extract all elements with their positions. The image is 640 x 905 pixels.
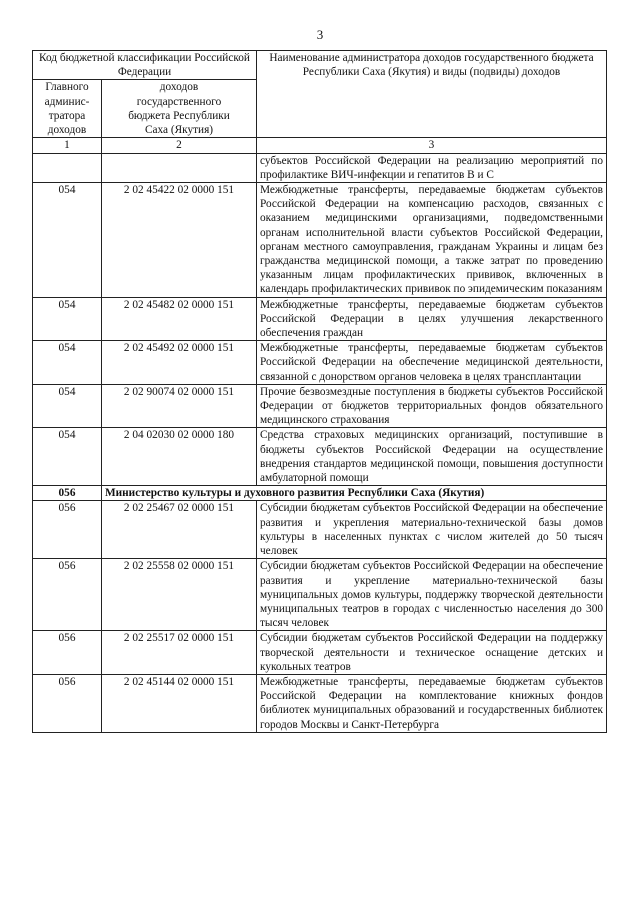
income-code: 2 02 45492 02 0000 151	[102, 341, 257, 385]
header-income-column: доходов государственного бюджета Республики Саха (Якутия)	[102, 80, 257, 138]
table-row	[33, 559, 607, 631]
income-name: Субсидии бюджетам субъектов Российской Федерации на поддержку творческой деятельности и техническое оснащение детских и кукольных театров	[257, 631, 607, 675]
admin-code: 054	[33, 341, 102, 385]
table-row	[33, 384, 607, 428]
section-title: Министерство культуры и духовного развития Республики Саха (Якутия)	[102, 486, 607, 501]
header-row-group	[33, 51, 607, 80]
column-number-3: 3	[257, 138, 607, 153]
income-name: Межбюджетные трансферты, передаваемые бюджетам субъектов Российской Федерации на компенсацию расходов, связанных с оказанием медицинскими организациями, подведомственными органам исполнительной власти субъектов Российской Федерации, органам местного самоуправления, гражданам Украины и лицам без гражданства медицинской помощи, а также затрат по проведению указанным лицам профилактических прививок, включенных в календарь профилактических прививок по эпидемическим показаниям	[257, 183, 607, 298]
income-code: 2 02 45144 02 0000 151	[102, 674, 257, 732]
income-name: субъектов Российской Федерации на реализацию мероприятий по профилактике ВИЧ-инфекции и гепатитов В и С	[257, 153, 607, 182]
table-row	[33, 428, 607, 486]
admin-code: 056	[33, 631, 102, 675]
page-number: 3	[316, 27, 324, 42]
income-code: 2 04 02030 02 0000 180	[102, 428, 257, 486]
income-code: 2 02 25558 02 0000 151	[102, 559, 257, 631]
table-row	[33, 183, 607, 298]
income-code: 2 02 25517 02 0000 151	[102, 631, 257, 675]
header-name-column: Наименование администратора доходов государственного бюджета Республики Саха (Якутия) и виды (подвиды) доходов	[257, 51, 607, 138]
income-code: 2 02 90074 02 0000 151	[102, 384, 257, 428]
income-name: Межбюджетные трансферты, передаваемые бюджетам субъектов Российской Федерации в целях улучшения лекарственного обеспечения граждан	[257, 297, 607, 341]
admin-code: 056	[33, 559, 102, 631]
admin-code: 054	[33, 297, 102, 341]
income-name: Межбюджетные трансферты, передаваемые бюджетам субъектов Российской Федерации на обеспечение медицинской деятельности, связанной с донорством органов человека в целях трансплантации	[257, 341, 607, 385]
column-number-2: 2	[102, 138, 257, 153]
income-code: 2 02 45422 02 0000 151	[102, 183, 257, 298]
section-admin-code: 056	[33, 486, 102, 501]
table-row	[33, 501, 607, 559]
table-row	[33, 341, 607, 385]
admin-code: 056	[33, 501, 102, 559]
table-row	[33, 153, 607, 182]
income-name: Средства страховых медицинских организаций, поступившие в бюджеты субъектов Российской Федерации на осуществление внедрения стандартов медицинской помощи, повышения доступности амбулаторной помощи	[257, 428, 607, 486]
admin-code	[33, 153, 102, 182]
income-name: Прочие безвозмездные поступления в бюджеты субъектов Российской Федерации от бюджетов территориальных фондов обязательного медицинского страхования	[257, 384, 607, 428]
header-number-row	[33, 138, 607, 153]
column-number-1: 1	[33, 138, 102, 153]
header-admin-column: Главного админис-тратора доходов	[33, 80, 102, 138]
admin-code: 056	[33, 674, 102, 732]
table-row	[33, 674, 607, 732]
admin-code: 054	[33, 183, 102, 298]
income-name: Субсидии бюджетам субъектов Российской Федерации на обеспечение развития и укрепления материально-технической базы домов культуры в населенных пунктах с числом жителей до 50 тысяч человек	[257, 501, 607, 559]
income-code	[102, 153, 257, 182]
income-name: Субсидии бюджетам субъектов Российской Федерации на обеспечение развития и укрепление материально-технической базы муниципальных домов культуры, поддержку творческой деятельности муниципальных театров в городах с численностью населения до 300 тысяч человек	[257, 559, 607, 631]
table-row	[33, 297, 607, 341]
income-name: Межбюджетные трансферты, передаваемые бюджетам субъектов Российской Федерации на комплектование книжных фондов библиотек муниципальных образований и государственных библиотек городов Москвы и Санкт-Петербурга	[257, 674, 607, 732]
budget-classification-table	[32, 50, 607, 733]
income-code: 2 02 25467 02 0000 151	[102, 501, 257, 559]
income-code: 2 02 45482 02 0000 151	[102, 297, 257, 341]
admin-code: 054	[33, 428, 102, 486]
table-row	[33, 631, 607, 675]
section-row	[33, 486, 607, 501]
header-classification-code: Код бюджетной классификации Российской Федерации	[33, 51, 257, 80]
admin-code: 054	[33, 384, 102, 428]
